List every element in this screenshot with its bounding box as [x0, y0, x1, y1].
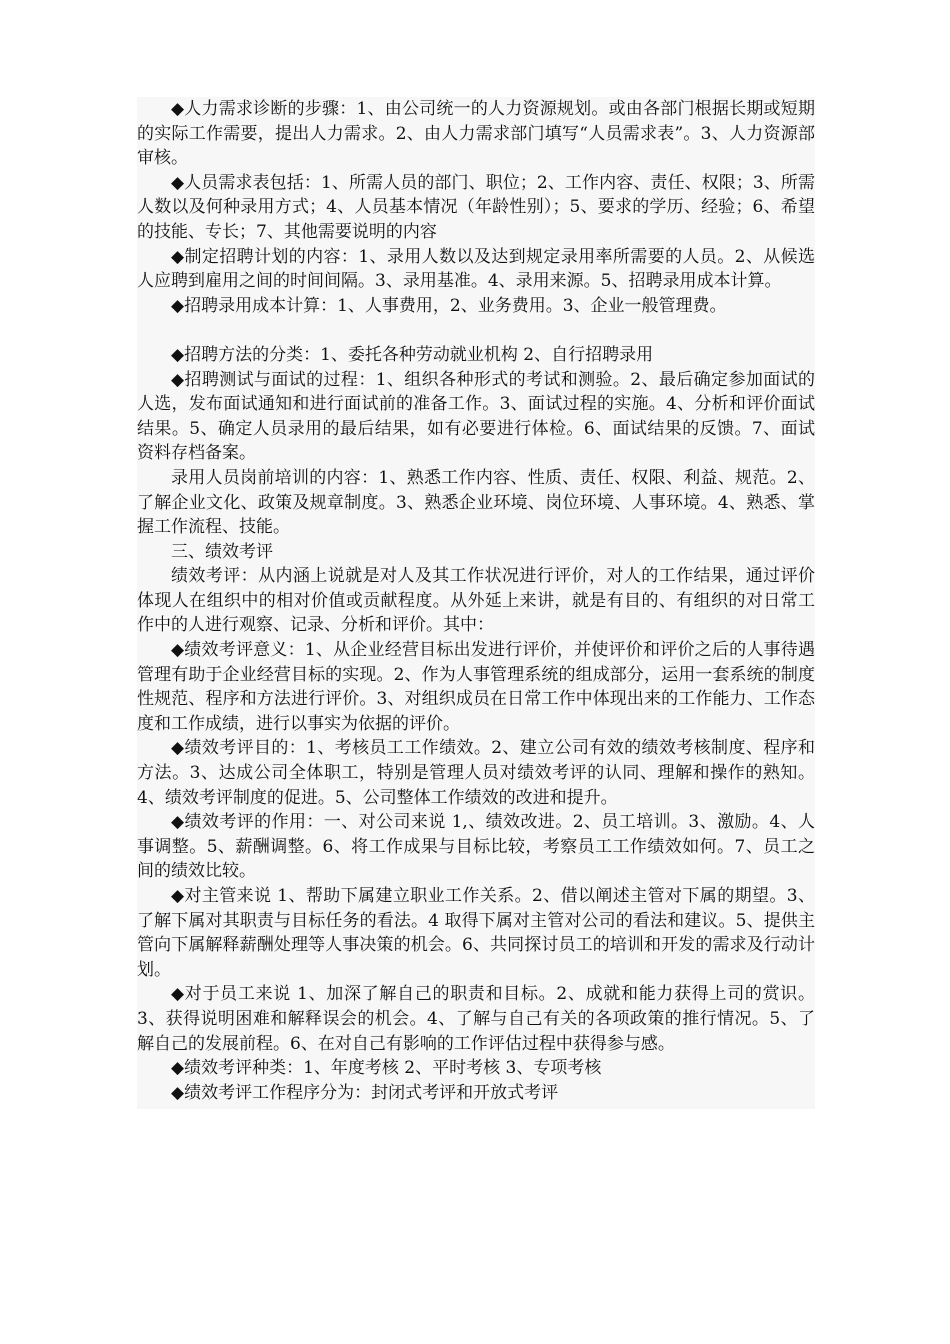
paragraph-recruitment-methods: ◆招聘方法的分类：1、委托各种劳动就业机构 2、自行招聘录用	[171, 344, 654, 365]
paragraph-performance-significance: ◆绩效考评意义：1、从企业经营目标出发进行评价，并使评价和评价之后的人事待遇管理有助于企业经营目标的实现。2、作为人事管理系统的组成部分，运用一套系统的制度性规范、程序和方法进行评价。3、对组织成员在日常工作中体现出来的工作能力、工作态度和工作成绩，进行以事实为依据的评价。	[137, 640, 815, 734]
document-body	[137, 97, 815, 1109]
paragraph-performance-types: ◆绩效考评种类：1、年度考核 2、平时考核 3、专项考核	[171, 1058, 602, 1079]
paragraph-performance-role-company: ◆绩效考评的作用：一、对公司来说 1,、绩效改进。2、员工培训。3、激励。4、人事调整。5、薪酬调整。6、将工作成果与目标比较，考察员工工作绩效如何。7、员工之间的绩效比较。	[137, 812, 815, 882]
paragraph-onboarding-training: 录用人员岗前培训的内容：1、熟悉工作内容、性质、责任、权限、利益、规范。2、了解企业文化、政策及规章制度。3、熟悉企业环境、岗位环境、人事环境。4、熟悉、掌握工作流程、技能。	[137, 467, 815, 538]
paragraph-manpower-diagnosis: ◆人力需求诊断的步骤：1、由公司统一的人力资源规划。或由各部门根据长期或短期的实际工作需要，提出人力需求。2、由人力需求部门填写“人员需求表”。3、人力资源部审核。	[137, 99, 815, 169]
paragraph-performance-purpose: ◆绩效考评目的：1、考核员工工作绩效。2、建立公司有效的绩效考核制度、程序和方法。3、达成公司全体职工，特别是管理人员对绩效考评的认同、理解和操作的熟知。4、绩效考评制度的促进。5、公司整体工作绩效的改进和提升。	[137, 738, 815, 808]
paragraph-testing-interview: ◆招聘测试与面试的过程：1、组织各种形式的考试和测验。2、最后确定参加面试的人选，发布面试通知和进行面试前的准备工作。3、面试过程的实施。4、分析和评价面试结果。5、确定人员录用的最后结果，如有必要进行体检。6、面试结果的反馈。7、面试资料存档备案。	[137, 369, 815, 464]
paragraph-performance-role-supervisor: ◆对主管来说 1、帮助下属建立职业工作关系。2、借以阐述主管对下属的期望。3、了解下属对其职责与目标任务的看法。4 取得下属对主管对公司的看法和建议。5、提供主管向下属解释薪酬处理等人事决策的机会。6、共同探讨员工的培训和开发的需求及行动计划。	[137, 886, 815, 980]
section-heading-performance: 三、绩效考评	[171, 541, 273, 562]
paragraph-performance-definition: 绩效考评：从内涵上说就是对人及其工作状况进行评价，对人的工作结果，通过评价体现人在组织中的相对价值或贡献程度。从外延上来讲，就是有目的、有组织的对日常工作中的人进行观察、记录、分析和评价。其中：	[137, 566, 815, 636]
paragraph-performance-procedure: ◆绩效考评工作程序分为：封闭式考评和开放式考评	[171, 1082, 559, 1103]
paragraph-recruitment-plan: ◆制定招聘计划的内容：1、录用人数以及达到规定录用率所需要的人员。2、从候选人应聘到雇用之间的时间间隔。3、录用基准。4、录用来源。5、招聘录用成本计算。	[137, 246, 815, 292]
paragraph-recruitment-cost: ◆招聘录用成本计算：1、人事费用，2、业务费用。3、企业一般管理费。	[171, 295, 727, 316]
paragraph-staffing-form: ◆人员需求表包括：1、所需人员的部门、职位；2、工作内容、责任、权限；3、所需人数以及何种录用方式；4、人员基本情况（年龄性别）；5、要求的学历、经验；6、希望的技能、专长；7、其他需要说明的内容	[137, 172, 815, 242]
paragraph-performance-role-employee: ◆对于员工来说 1、加深了解自己的职责和目标。2、成就和能力获得上司的赏识。3、获得说明困难和解释误会的机会。4、了解与自己有关的各项政策的推行情况。5、了解自己的发展前程。6、在对自己有影响的工作评估过程中获得参与感。	[137, 984, 815, 1054]
